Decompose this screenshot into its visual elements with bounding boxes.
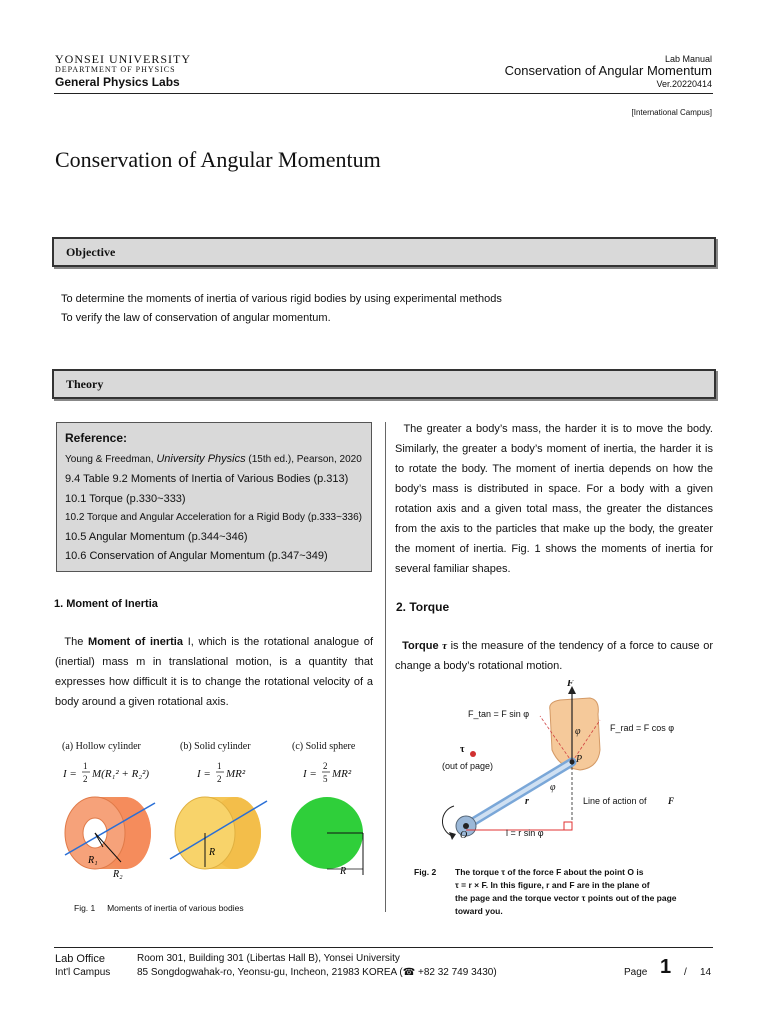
fig1-caption-num: Fig. 1 — [74, 903, 96, 913]
line-of-action-label: Line of action of — [583, 796, 647, 806]
page-label: Page — [624, 967, 648, 978]
header-rule — [54, 93, 713, 94]
reference-item: 10.5 Angular Momentum (p.344~346) — [65, 531, 248, 543]
hollow-cylinder — [65, 797, 155, 880]
version: Ver.20220414 — [656, 79, 712, 89]
page-title: Conservation of Angular Momentum — [55, 147, 381, 172]
fig1-label-b: (b) Solid cylinder — [180, 741, 251, 752]
theory-heading: Theory — [66, 377, 104, 391]
svg-text:1: 1 — [217, 761, 222, 771]
objective-line-2: To verify the law of conservation of angular momentum. — [61, 312, 331, 324]
page-separator: / — [684, 967, 687, 978]
objective-section-bar — [52, 237, 716, 267]
svg-text:2: 2 — [83, 774, 88, 784]
book-title: University Physics — [156, 453, 246, 465]
ftan-label: F_tan = F sin φ — [468, 709, 530, 719]
fig1-label-c: (c) Solid sphere — [292, 741, 356, 752]
svg-text:F: F — [567, 680, 574, 689]
svg-text:MR²: MR² — [332, 768, 352, 780]
objective-line-1: To determine the moments of inertia of various rigid bodies by using experimental methods — [61, 293, 502, 305]
reference-item: 10.2 Torque and Angular Acceleration for a Rigid Body (p.333~336) — [65, 512, 362, 523]
university-name: YONSEI UNIVERSITY — [55, 52, 191, 66]
footer-campus-address: 85 Songdogwahak-ro, Yeonsu-gu, Incheon, 21983 KOREA (☎ +82 32 749 3430) — [137, 967, 497, 978]
book-edition: (15th ed.), Pearson, 2020 — [245, 454, 362, 465]
svg-text:I =: I = — [197, 768, 211, 780]
footer-campus-label: Int'l Campus — [55, 967, 111, 978]
fig1-diagram — [55, 755, 375, 885]
campus-tag: [International Campus] — [631, 108, 712, 117]
p-prefix: The — [64, 636, 89, 648]
svg-text:M(R₁² + R₂²): M(R₁² + R₂²) — [92, 768, 150, 780]
fig2-caption-line: τ = r × F. In this figure, r and F are in the plane of — [455, 880, 650, 890]
svg-text:τ: τ — [460, 744, 465, 755]
svg-text:O: O — [460, 830, 468, 841]
svg-text:5: 5 — [323, 774, 328, 784]
reference-item: 9.4 Table 9.2 Moments of Inertia of Various Bodies (p.313) — [65, 473, 349, 485]
doc-title: Conservation of Angular Momentum — [504, 63, 712, 78]
right-para-text: The greater a body’s mass, the harder it is to move the body. Similarly, the greater a body’s moment of inertia, the harder it is to rotate the body. The moment of inertia depends on how the body’s mass is distributed in space. For a body with a given rotation axis and a given total mass, the greater the distances from the axis to the particles that make up the body, the greater the moment of inertia. Fig. 1 shows the moments of inertia for several familiar shapes. — [395, 423, 713, 575]
moment-of-inertia-heading: 1. Moment of Inertia — [54, 598, 158, 610]
reference-item: 10.1 Torque (p.330~333) — [65, 493, 186, 505]
frad-label: F_rad = F cos φ — [610, 723, 675, 733]
fig2-caption-line: toward you. — [455, 906, 503, 916]
moment-of-inertia-paragraph — [55, 632, 373, 712]
svg-text:2: 2 — [217, 774, 222, 784]
theory-section-bar — [52, 369, 716, 399]
fig1-caption — [74, 903, 244, 913]
solid-cylinder — [170, 797, 267, 869]
book-authors: Young & Freedman, — [65, 454, 157, 465]
fig2-caption-num: Fig. 2 — [414, 867, 437, 877]
svg-text:R: R — [209, 847, 216, 858]
reference-box — [56, 422, 372, 572]
svg-text:I =: I = — [63, 768, 77, 780]
page-total: 14 — [700, 967, 712, 978]
p-bold: Moment of inertia — [88, 636, 183, 648]
inertia-explanation-paragraph — [395, 419, 713, 579]
svg-text:φ: φ — [550, 782, 556, 793]
svg-text:2: 2 — [323, 761, 328, 771]
footer-office-address: Room 301, Building 301 (Libertas Hall B), Yonsei University — [137, 953, 400, 964]
svg-text:1: 1 — [83, 761, 88, 771]
svg-text:R: R — [340, 866, 347, 877]
svg-text:r: r — [525, 796, 529, 807]
footer-rule — [54, 947, 713, 948]
objective-heading: Objective — [66, 245, 116, 259]
column-divider — [385, 422, 386, 912]
labs-name: General Physics Labs — [55, 75, 180, 89]
page-number: 1 — [660, 956, 672, 978]
department-name: DEPARTMENT OF PHYSICS — [55, 65, 176, 74]
reference-heading: Reference: — [65, 431, 128, 445]
fig1-label-a: (a) Hollow cylinder — [62, 741, 141, 752]
fig2-diagram — [440, 680, 700, 845]
fig2-caption-line: The torque τ of the force F about the point O is — [455, 867, 644, 877]
fig2-caption-line: the page and the torque vector τ points out of the page — [455, 893, 677, 903]
svg-text:R₂: R₂ — [113, 869, 123, 880]
torque-heading: 2. Torque — [396, 600, 450, 614]
doc-type: Lab Manual — [664, 54, 712, 64]
torque-rest: is the measure of the tendency of a force to cause or change a body’s rotational motion. — [395, 640, 713, 672]
fig1-caption-text: Moments of inertia of various bodies — [107, 903, 244, 913]
svg-text:φ: φ — [575, 726, 581, 737]
svg-text:I =: I = — [303, 768, 317, 780]
torque-paragraph: Torque τ is the measure of the tendency of a force to cause or change a body’s rotational motion. — [395, 640, 713, 672]
p-rest: I, which is the rotational analogue of (inertial) mass m in translational motion, is a quantity that expresses how difficult it is to change the rotational velocity of a body around a given rotational axis. — [55, 636, 374, 708]
svg-text:R₁: R₁ — [88, 855, 98, 866]
svg-text:F: F — [668, 796, 675, 806]
reference-book — [65, 453, 362, 465]
out-of-page-label: (out of page) — [442, 761, 494, 771]
svg-text:P: P — [576, 754, 583, 765]
svg-text:MR²: MR² — [226, 768, 246, 780]
lever-arm-label: l = r sin φ — [506, 828, 544, 838]
fig2-caption — [455, 866, 715, 918]
footer-office-label: Lab Office — [55, 953, 105, 965]
torque-bold: Torque — [402, 640, 439, 652]
solid-sphere — [291, 797, 363, 877]
reference-item: 10.6 Conservation of Angular Momentum (p.347~349) — [65, 550, 328, 562]
